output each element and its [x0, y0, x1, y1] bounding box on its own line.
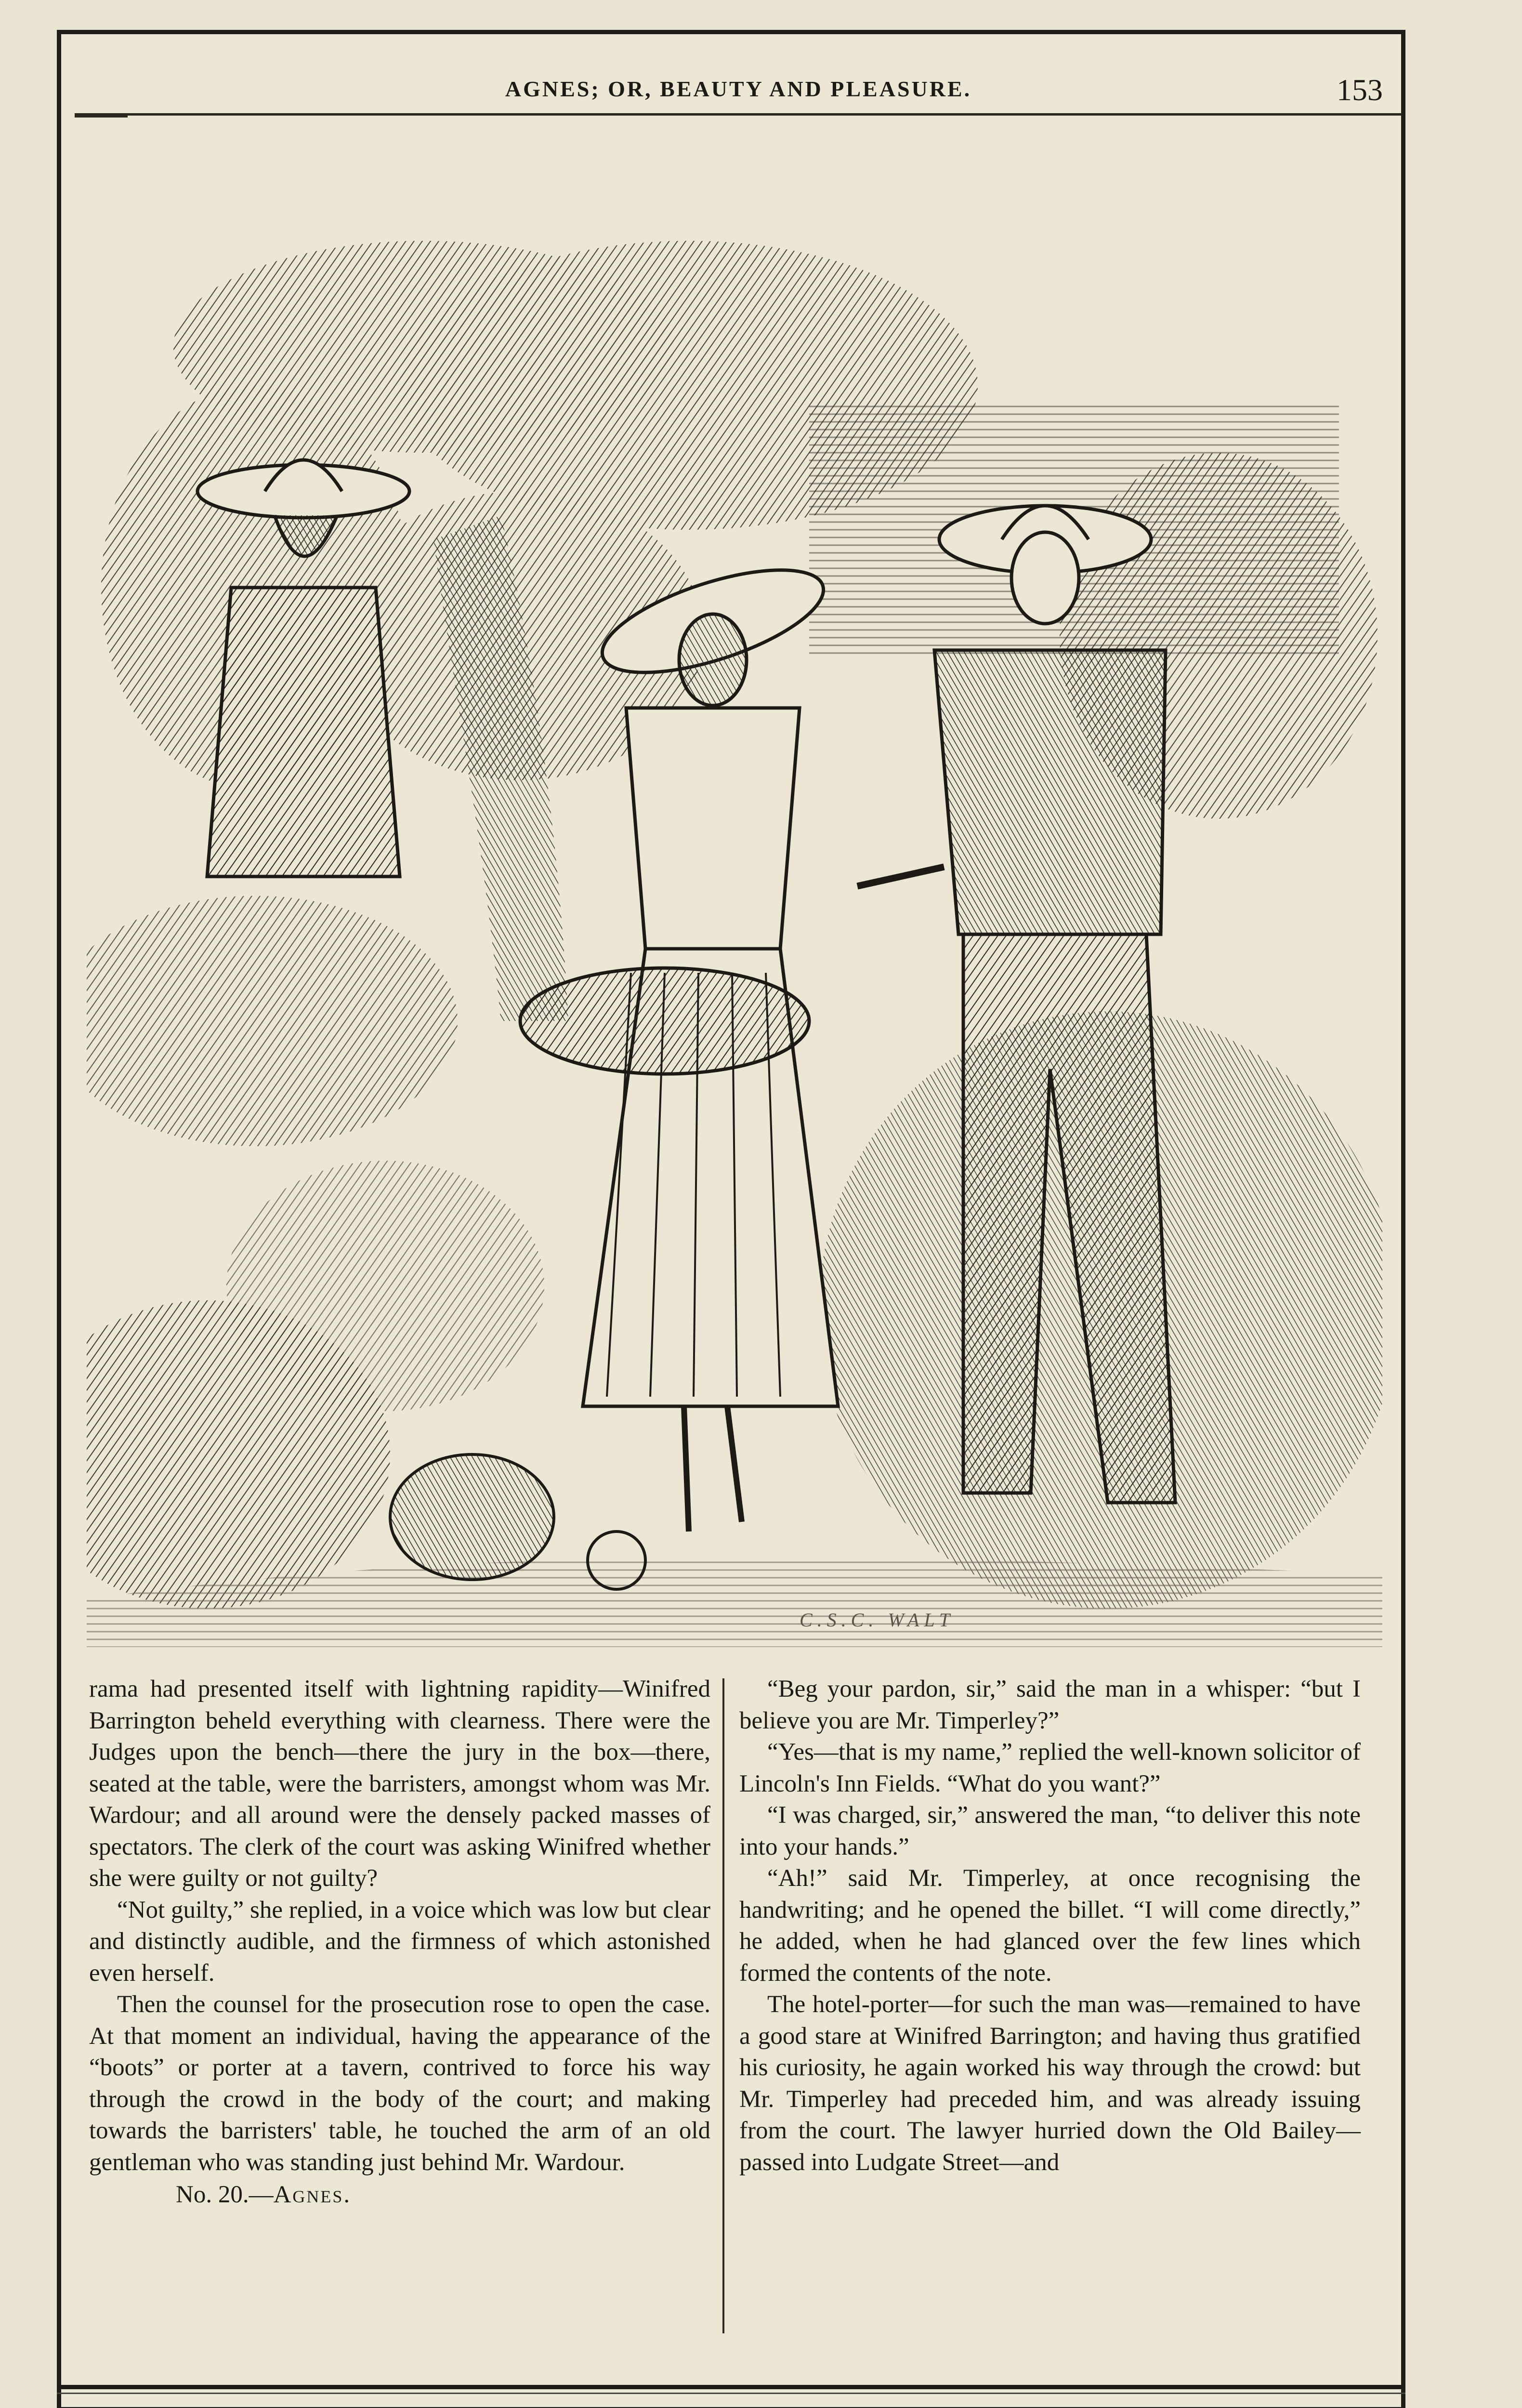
- text-columns: [89, 1674, 1370, 2362]
- part-signature: [89, 2179, 710, 2211]
- engraver-signature: C.S.C. WALT: [800, 1609, 955, 1631]
- running-title: AGNES; OR, BEAUTY AND PLEASURE.: [505, 77, 972, 101]
- paragraph: “Beg your pardon, sir,” said the man in a whisper: “but I believe you are Mr. Timperley?”: [739, 1675, 1361, 1734]
- bottom-rule-thin: [57, 2393, 1405, 2394]
- page-number: 153: [1337, 73, 1383, 107]
- paragraph: “Yes—that is my name,” replied the well-known solicitor of Lincoln's Inn Fields. “What do you want?”: [739, 1739, 1361, 1797]
- paragraph: rama had presented itself with lightning rapidity—Winifred Barrington beheld everything with clearness. There were the Judges upon the bench—there the jury in the box—there, seated at the table, were the barristers, amongst whom was Mr. Wardour; and all around were the densely packed masses of spectators. The clerk of the court was asking Winifred whether she were guilty or not guilty?: [89, 1675, 710, 1892]
- header-rule-tick: [75, 113, 128, 118]
- signature-number: No. 20.—: [176, 2181, 274, 2208]
- right-column: [739, 1674, 1361, 2178]
- paragraph: “Not guilty,” she replied, in a voice which was low but clear and distinctly audible, and the firmness of which astonished even herself.: [89, 1896, 710, 1987]
- header-rule: [75, 113, 1402, 116]
- paragraph: “I was charged, sir,” answered the man, “to deliver this note into your hands.”: [739, 1802, 1361, 1860]
- engraving-drawing: [87, 202, 1382, 1647]
- engraving-illustration: [87, 202, 1382, 1647]
- bottom-rule: [57, 2385, 1405, 2389]
- paragraph: Then the counsel for the prosecution rose to open the case. At that moment an individual, having the appearance of the “boots” or porter at a tavern, contrived to force his way through the crowd in the body of the court; and making towards the barristers' table, he touched the arm of an old gentleman who was standing just behind Mr. Wardour.: [89, 1991, 710, 2176]
- left-column: [89, 1674, 710, 2211]
- paragraph: The hotel-porter—for such the man was—remained to have a good stare at Winifred Barrington; and having thus gratified his curiosity, he again worked his way through the crowd: but Mr. Timperley had preceded him, and was already issuing from the court. The lawyer hurried down the Old Bailey—passed into Ludgate Street—and: [739, 1991, 1361, 2176]
- column-divider: [722, 1678, 724, 2333]
- signature-name: Agnes.: [273, 2181, 352, 2208]
- running-head: [75, 72, 1402, 116]
- paragraph: “Ah!” said Mr. Timperley, at once recognising the handwriting; and he opened the billet. “I will come directly,” he added, when he had glanced over the few lines which formed the contents of the note.: [739, 1865, 1361, 1987]
